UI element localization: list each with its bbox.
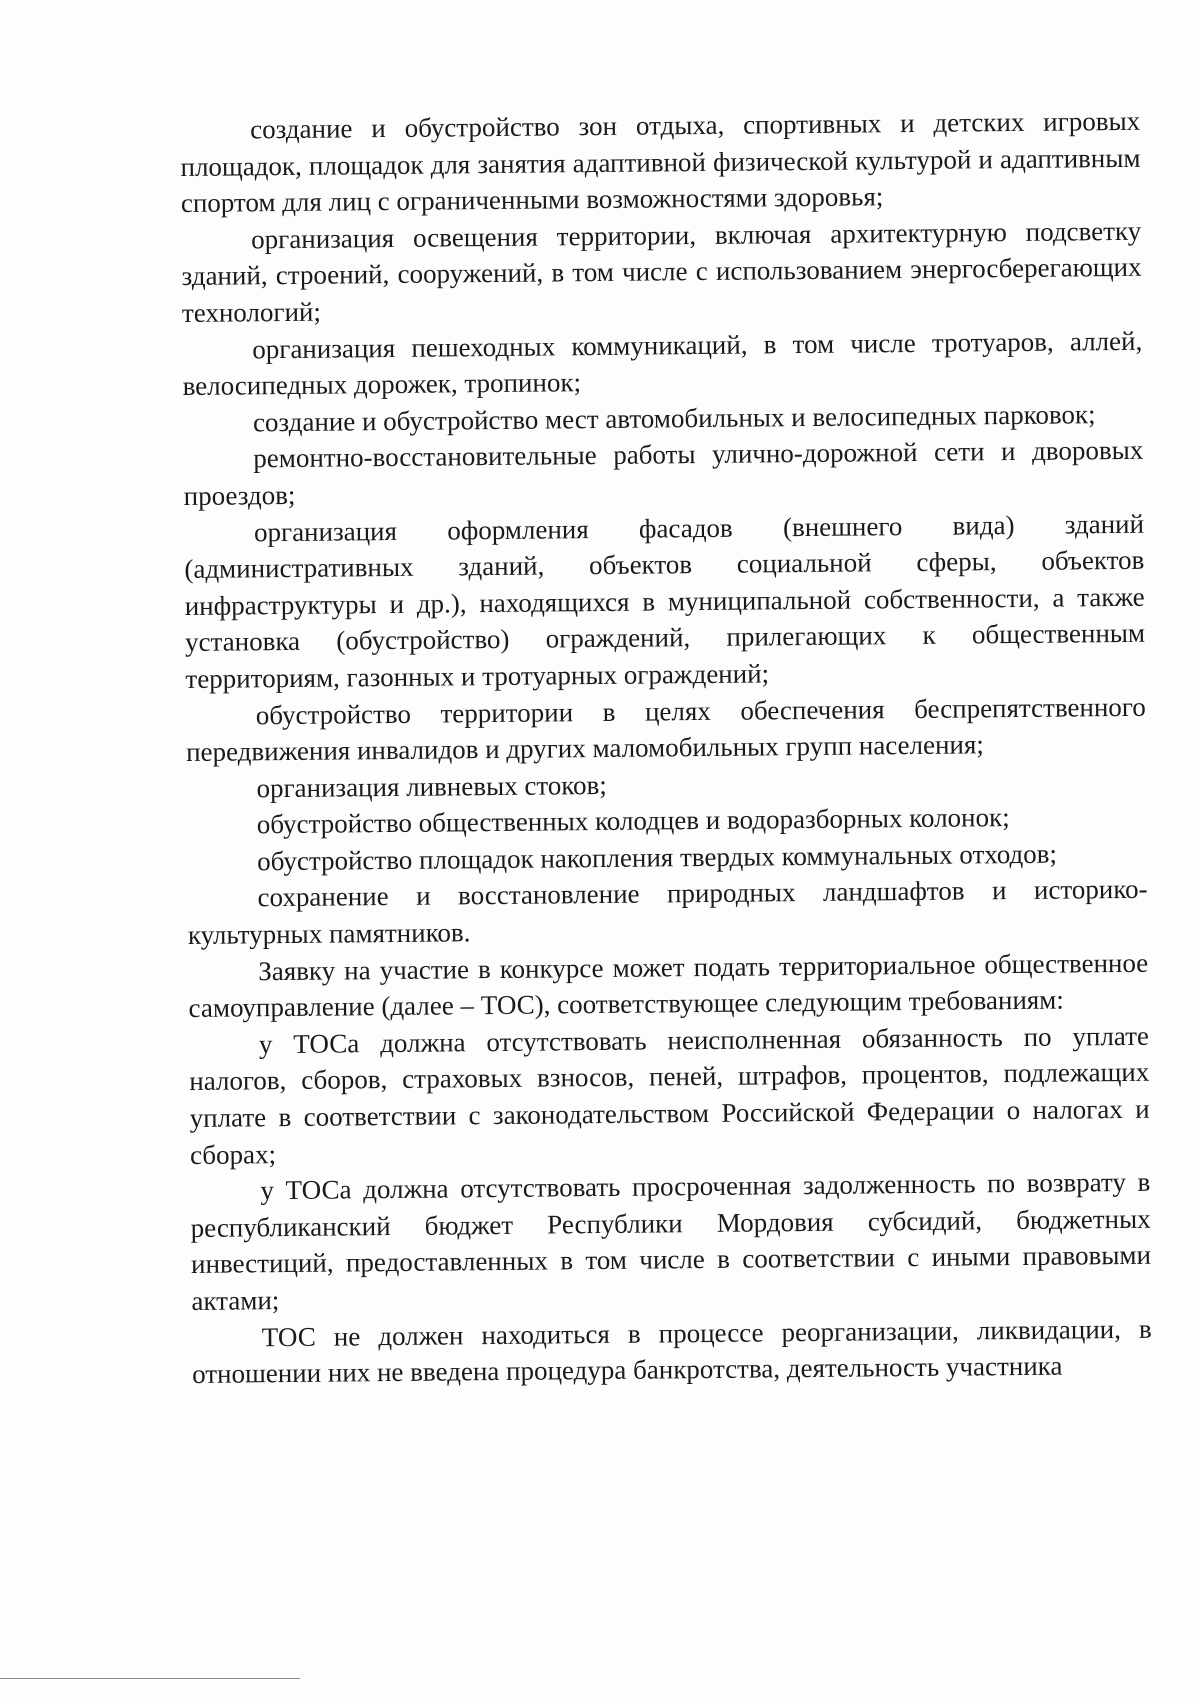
paragraph-wells: обустройство общественных колодцев и водоразборных колонок; <box>256 802 1010 840</box>
paragraph-storm-drains: организация ливневых стоков; <box>256 769 607 803</box>
paragraph-accessibility: обустройство территории в целях обеспечения беспрепятственного передвижения инвалидов и других маломобильных групп населения; <box>186 691 1146 768</box>
paragraph-landscapes: сохранение и восстановление природных ландшафтов и историко-культурных памятников. <box>187 874 1148 951</box>
scan-edge-line <box>0 1678 300 1679</box>
paragraph-recreation-zones: создание и обустройство зон отдыха, спортивных и детских игровых площадок, площадок для занятия адаптивной физической культурой и адаптивным спортом для лиц с ограниченными возможностями здоровья; <box>180 105 1141 219</box>
paragraph-requirement-debt: у ТОСа должна отсутствовать просроченная задолженность по возврату в республиканский бюджет Республики Мордовия субсидий, бюджетных инвестиций, предоставленных в том числе в соответствии с иными правовыми актами; <box>190 1166 1152 1316</box>
paragraph-lighting: организация освещения территории, включая архитектурную подсветку зданий, строений, сооружений, в том числе с использованием энергосберегающих технологий; <box>181 215 1142 328</box>
paragraph-pedestrian: организация пешеходных коммуникаций, в том числе тротуаров, аллей, велосипедных дорожек, тропинок; <box>182 325 1143 402</box>
paragraph-application: Заявку на участие в конкурсе может подать территориальное общественное самоуправление (далее – ТОС), соответствующее следующим требованиям: <box>188 947 1149 1024</box>
paragraph-road-repair: ремонтно-восстановительные работы улично-дорожной сети и дворовых проездов; <box>183 435 1144 511</box>
paragraph-requirement-taxes: у ТОСа должна отсутствовать неисполненная обязанность по уплате налогов, сборов, страховых взносов, пеней, штрафов, процентов, подлежащих уплате в соответствии с законодательством Российской Федерации о налогах и сборах; <box>189 1020 1150 1170</box>
paragraph-waste-sites: обустройство площадок накопления твердых коммунальных отходов; <box>257 838 1058 877</box>
paragraph-requirement-reorganization: ТОС не должен находиться в процессе реорганизации, ликвидации, в отношении них не введена процедура банкротства, деятельность участника <box>191 1313 1152 1390</box>
document-body <box>180 103 1152 1393</box>
paragraph-facades: организация оформления фасадов (внешнего вида) зданий (административных зданий, объектов социальной сферы, объектов инфраструктуры и др.), находящихся в муниципальной собственности, а также установка (обустройство) ограждений, прилегающих к общественным территориям, газонных и тротуарных ограждений; <box>184 508 1146 694</box>
paragraph-parking: создание и обустройство мест автомобильных и велосипедных парковок; <box>252 398 1096 438</box>
